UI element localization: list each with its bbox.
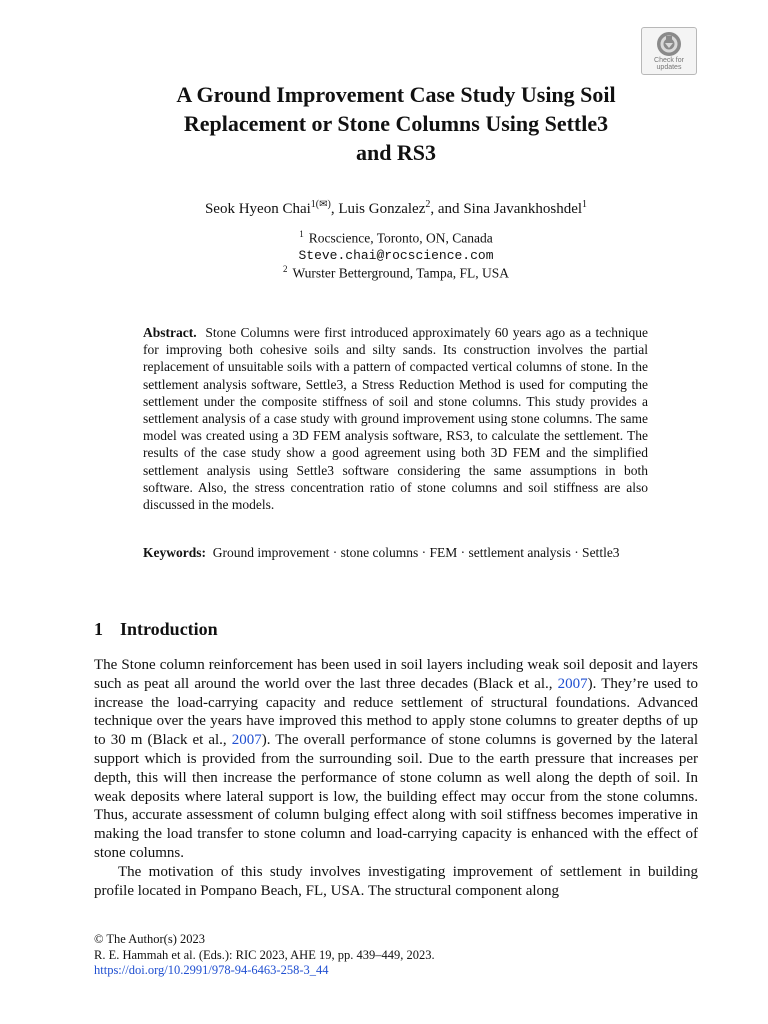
intro-text: ). They’re used to increase the load-carrying capacity and reduce settlement of structural foundations. Advanced technique over the years have improved this method to apply stone columns to greater depths of up to 30 m (Black et al., [94,675,699,749]
author-3: Sina Javankhoshdel [463,201,583,217]
affiliation-2-text: Wurster Betterground, Tampa, FL, USA [292,265,510,281]
citation-link[interactable]: 2007 [557,675,588,692]
title-line-3: and RS3 [355,140,437,165]
paper-title [94,80,698,167]
intro-paragraph-2: The motivation of this study involves investigating improvement of settlement in building profile located in Pompano Beach, FL, USA. The structural component along [94,863,698,899]
author-2: Luis Gonzalez [338,201,426,217]
copyright: © The Author(s) 2023 [94,932,205,946]
citation-link[interactable]: 2007 [231,732,262,749]
affiliation-2-number: 2 [282,264,288,274]
doi-link[interactable]: https://doi.org/10.2991/978-94-6463-258-3_44 [94,963,329,977]
keywords [143,544,648,561]
affiliation-2 [94,264,698,282]
title-line-2: Replacement or Stone Columns Using Settle3 [183,111,609,136]
author-separator: , [330,201,339,217]
badge-line2: updates [656,64,682,71]
author-email [94,247,698,263]
intro-text: The Stone column reinforcement has been used in soil layers including weak soil deposit and layers such as peat all around the world over the last three decades (Black et al., [94,657,698,692]
affiliation-1-text: Rocscience, Toronto, ON, Canada [308,230,493,246]
citation-info: R. E. Hammah et al. (Eds.): RIC 2023, AHE 19, pp. 439–449, 2023. [94,947,435,962]
check-for-updates-badge[interactable] [641,27,697,75]
keywords-text: Ground improvement · stone columns · FEM · settlement analysis · Settle3 [212,545,620,560]
intro-paragraph-1 [94,656,698,863]
author-separator: , and [430,201,464,217]
affiliation-1-number: 1 [299,229,304,239]
author-2-affil: 2 [425,199,431,210]
intro-text: ). The overall performance of stone columns is governed by the lateral support which is provided from the surrounding soil. Due to the earth pressure that increases per depth, this will then increase the performance of stone column as well along the depth of soil. In weak deposits where lateral support is low, the building effect may occur from the stone columns. Thus, accurate assessment of column bulging effect along with soil stiffness becomes imperative in making the load transfer to stone column and load-carrying capacity is enhanced with the effect of stone columns. [94,732,698,861]
section-heading [94,619,218,640]
author-1-affil: 1(✉) [310,199,331,210]
abstract-text: Stone Columns were first introduced approximately 60 years ago as a technique for improving both cohesive soils and silty sands. Its construction involves the partial replacement of unsuitable soils with a pattern of compacted vertical columns of stone. In the settlement analysis software, Settle3, a Stress Reduction Method is used for computing the settlement under the composite stiffness of soil and stone columns. This study provides a settlement analysis of a case study with ground improvement using stone columns. The same model was created using a 3D FEM analysis software, RS3, to calculate the settlement. The results of the case study show a good agreement using both 3D FEM and the simplified settlement analysis using Settle3 software considering the same assumptions in both software. Also, the stress concentration ratio of stone columns and soil stiffness are also discussed in the models. [143,325,649,513]
author-list [94,199,698,218]
abstract [143,324,648,513]
title-line-1: A Ground Improvement Case Study Using Soil [176,82,616,107]
author-1: Seok Hyeon Chai [204,201,311,217]
abstract-label: Abstract. [143,325,197,340]
affiliation-1 [94,229,698,247]
introduction-body [94,656,698,900]
email-address[interactable]: Steve.chai@rocscience.com [298,248,494,263]
author-3-affil: 1 [582,199,588,210]
section-number: 1 [94,619,103,639]
badge-line1: Check for [654,57,684,64]
footer [94,932,435,979]
keywords-label: Keywords: [143,545,206,560]
section-title: Introduction [120,619,218,639]
check-for-updates-icon [656,31,682,57]
